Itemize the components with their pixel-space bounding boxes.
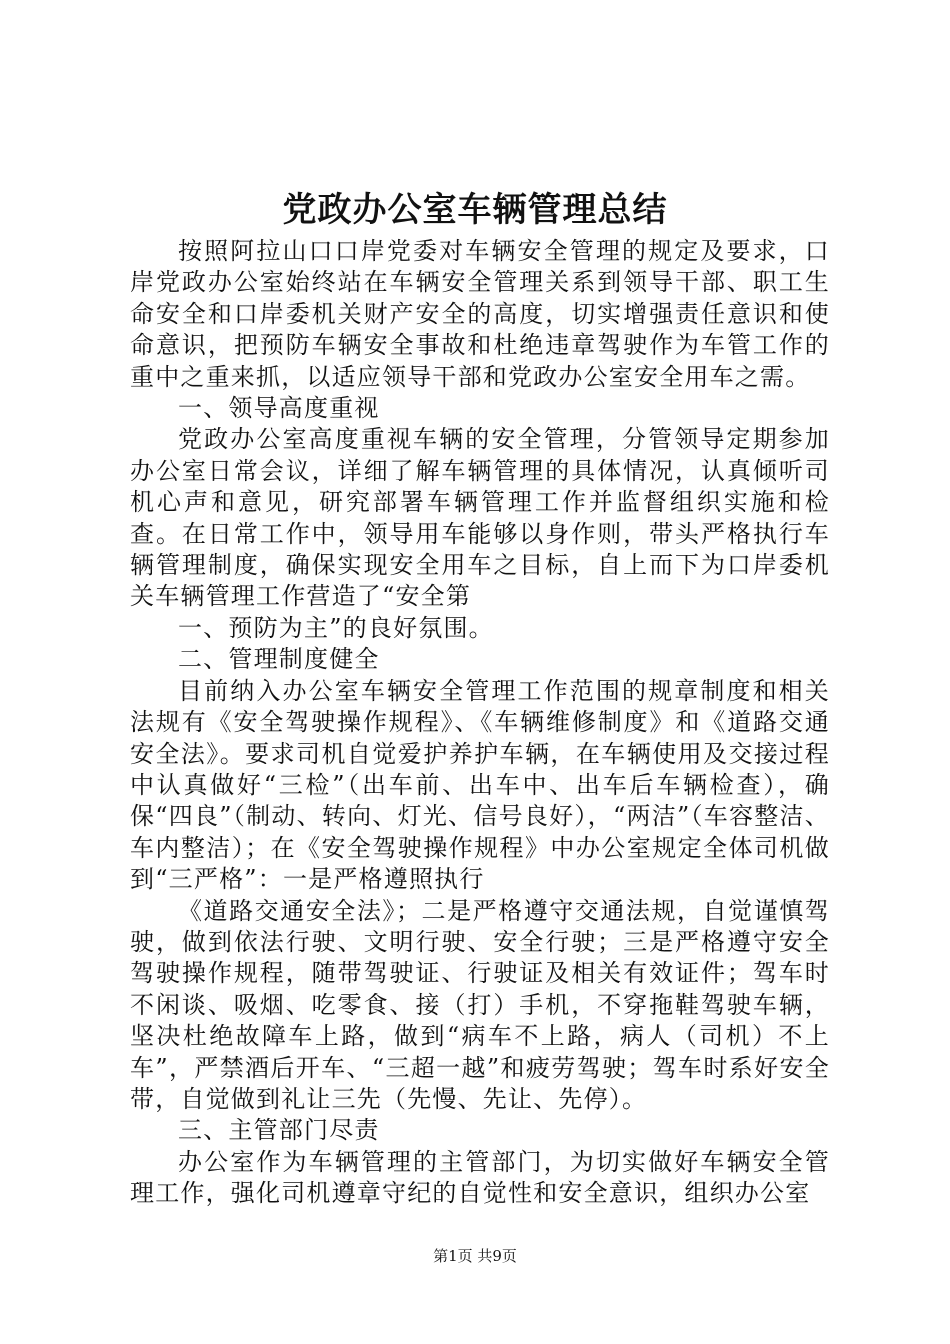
- paragraph: 一、预防为主”的良好氛围。: [178, 613, 494, 642]
- paragraph: 按照阿拉山口口岸党委对车辆安全管理的规定及要求，口岸党政办公室始终站在车辆安全管理关系到领导干部、职工生命安全和口岸委机关财产安全的高度，切实增强责任意识和使命意识，把预防车辆安全事故和杜绝违章驾驶作为车管工作的重中之重来抓，以适应领导干部和党政办公室安全用车之需。: [130, 237, 830, 391]
- document-body: [130, 236, 830, 1210]
- section-heading: 一、领导高度重视: [178, 394, 380, 423]
- paragraph: 党政办公室高度重视车辆的安全管理，分管领导定期参加办公室日常会议，详细了解车辆管理的具体情况，认真倾听司机心声和意见，研究部署车辆管理工作并监督组织实施和检查。在日常工作中，领导用车能够以身作则，带头严格执行车辆管理制度，确保实现安全用车之目标，自上而下为口岸委机关车辆管理工作营造了“安全第: [130, 425, 830, 611]
- paragraph: 办公室作为车辆管理的主管部门，为切实做好车辆安全管理工作，强化司机遵章守纪的自觉性和安全意识，组织办公室: [130, 1147, 830, 1208]
- paragraph: 《道路交通安全法》；二是严格遵守交通法规，自觉谨慎驾驶，做到依法行驶、文明行驶、安全行驶；三是严格遵守安全驾驶操作规程，随带驾驶证、行驶证及相关有效证件；驾车时不闲谈、吸烟、吃零食、接（打）手机，不穿拖鞋驾驶车辆，坚决杜绝故障车上路，做到“病车不上路，病人（司机）不上车”，严禁酒后开车、“三超一越”和疲劳驾驶；驾车时系好安全带，自觉做到礼让三先（先慢、先让、先停）。: [130, 896, 830, 1113]
- document-title: 党政办公室车辆管理总结: [282, 190, 668, 230]
- page-footer: 第1页 共9页: [433, 1247, 517, 1265]
- section-heading: 三、主管部门尽责: [178, 1116, 380, 1145]
- paragraph: 目前纳入办公室车辆安全管理工作范围的规章制度和相关法规有《安全驾驶操作规程》、《车辆维修制度》和《道路交通安全法》。要求司机自觉爱护养护车辆，在车辆使用及交接过程中认真做好“三检”（出车前、出车中、出车后车辆检查），确保“四良”（制动、转向、灯光、信号良好），“两洁”（车容整洁、车内整洁）；在《安全驾驶操作规程》中办公室规定全体司机做到“三严格”：一是严格遵照执行: [130, 676, 830, 894]
- section-heading: 二、管理制度健全: [178, 645, 380, 674]
